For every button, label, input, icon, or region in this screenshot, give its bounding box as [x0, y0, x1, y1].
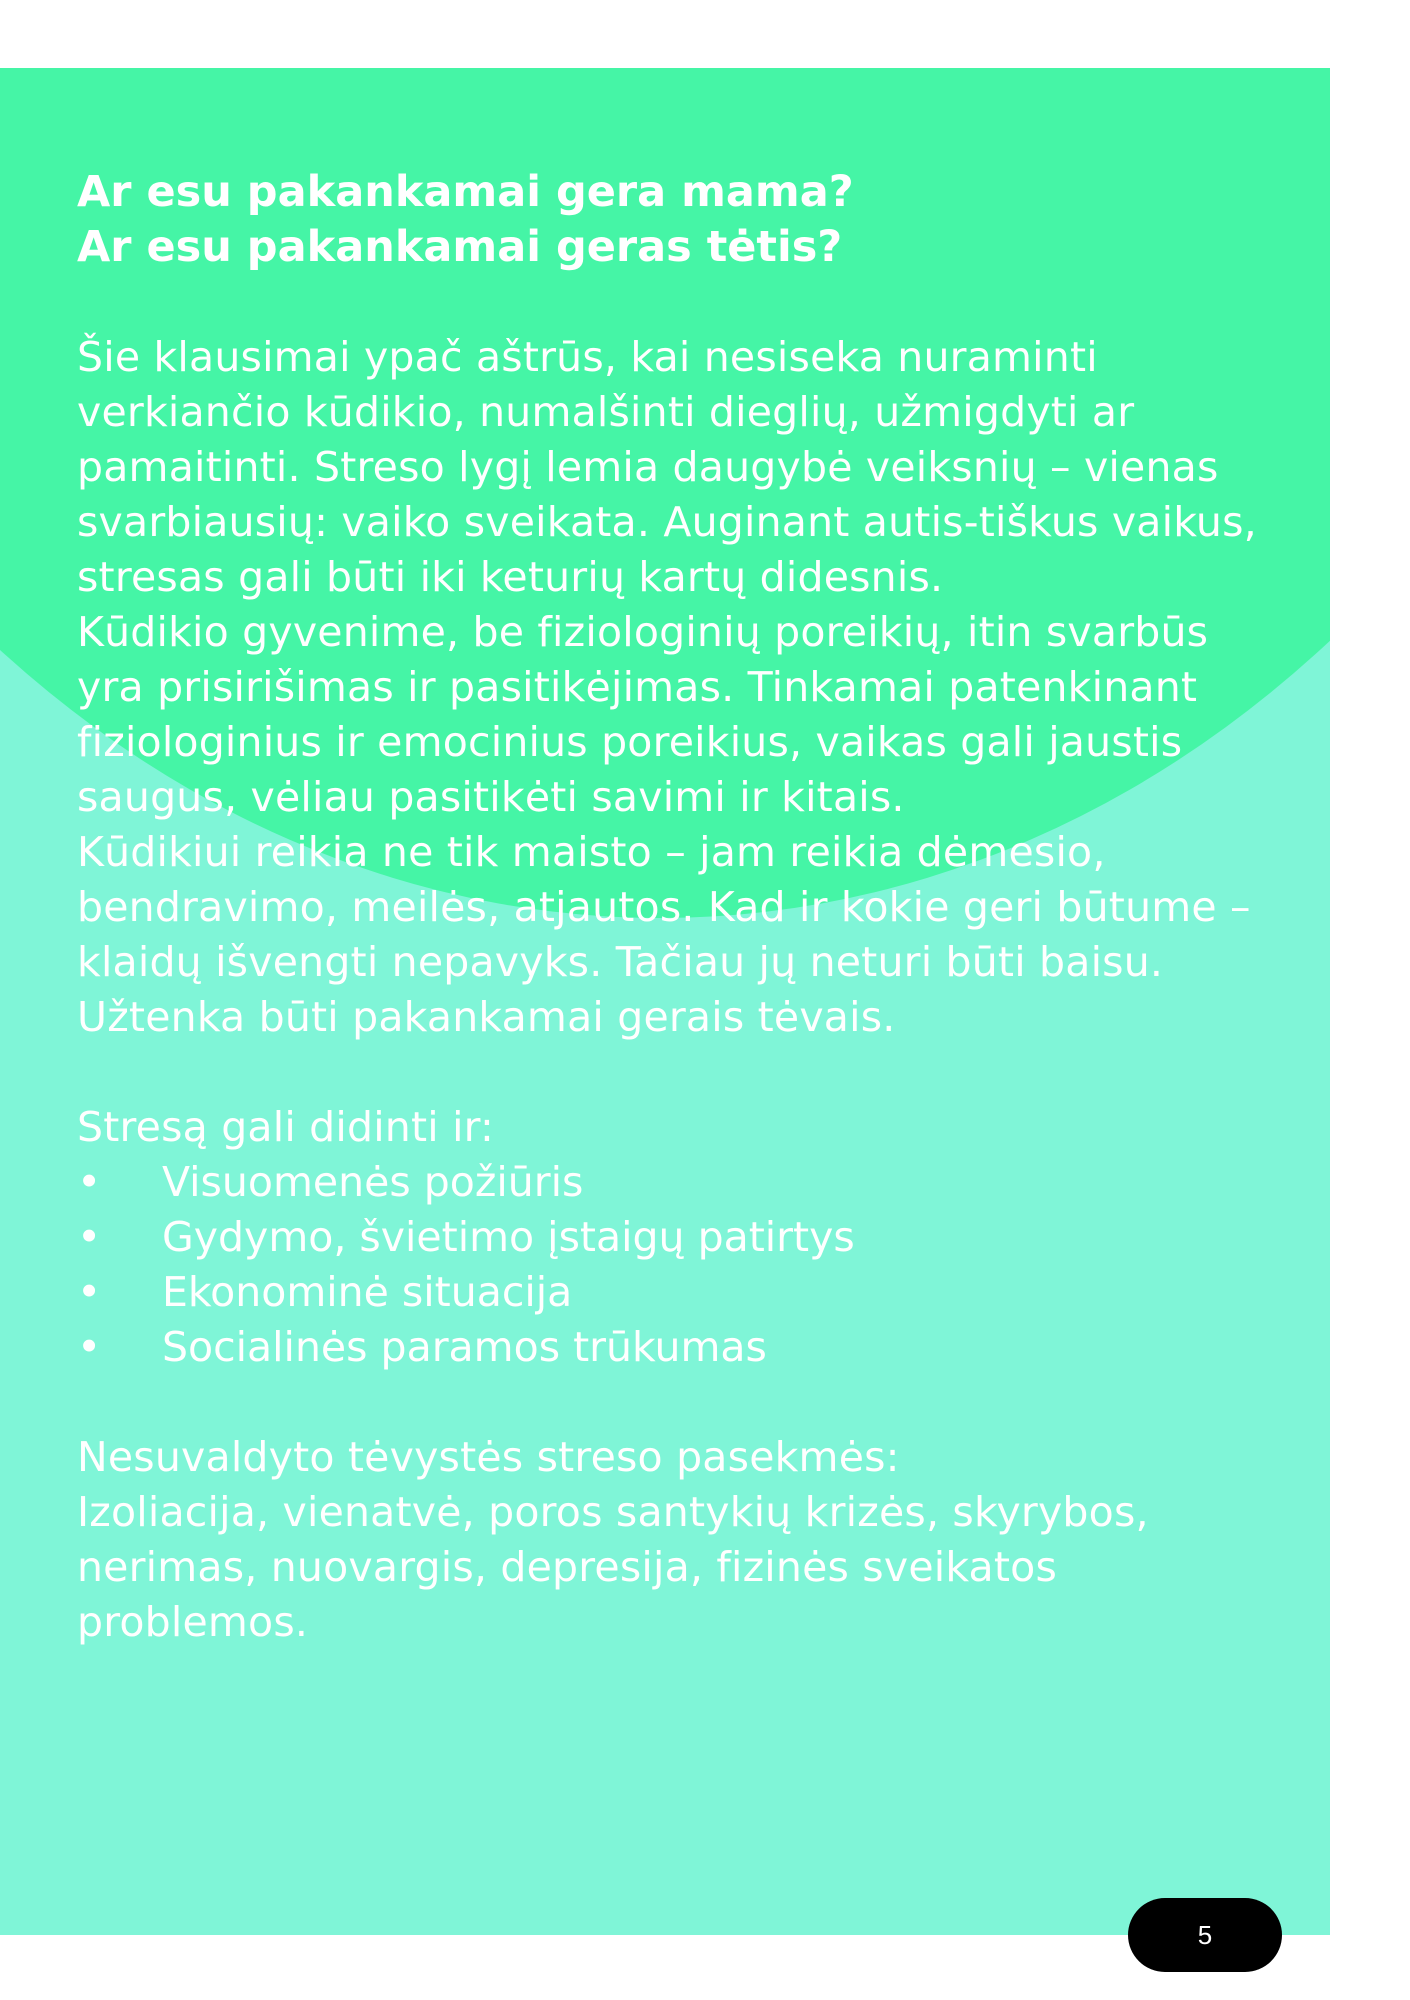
list-item-text: Gydymo, švietimo įstaigų patirtys [162, 1213, 855, 1261]
list-item-text: Socialinės paramos trūkumas [162, 1323, 767, 1371]
bullet-icon: • [77, 1323, 102, 1371]
page-title [77, 165, 1277, 275]
title-line-1: Ar esu pakankamai gera mama? [77, 167, 854, 217]
list-item [77, 1320, 1277, 1375]
list-item [77, 1210, 1277, 1265]
list-item-text: Visuomenės požiūris [162, 1158, 584, 1206]
paragraph-needs: Kūdikiui reikia ne tik maisto – jam reikia dėmesio, bendravimo, meilės, atjautos. Kad ir kokie geri būtume – klaidų išvengti nepavyks. Tačiau jų neturi būti baisu. Užtenka būti pakankamai gerais tėvais. [77, 828, 1251, 1041]
bullet-icon: • [77, 1213, 102, 1261]
bullet-icon: • [77, 1158, 102, 1206]
page-content [77, 165, 1277, 1650]
spacer [77, 275, 1277, 330]
content-panel [0, 68, 1330, 1935]
stress-intro: Stresą gali didinti ir: [77, 1103, 495, 1151]
title-line-2: Ar esu pakankamai geras tėtis? [77, 222, 843, 272]
bullet-icon: • [77, 1268, 102, 1316]
list-item-text: Ekonominė situacija [162, 1268, 573, 1316]
spacer [77, 1045, 1277, 1100]
page-number: 5 [1197, 1919, 1213, 1950]
paragraph-attachment: Kūdikio gyvenime, be fiziologinių poreikių, itin svarbūs yra prisirišimas ir pasitikėjimas. Tinkamai patenkinant fiziologinius ir emocinius poreikius, vaikas gali jaustis saugus, vėliau pasitikėti savimi ir kitais. [77, 608, 1209, 821]
list-item [77, 1155, 1277, 1210]
spacer [77, 1375, 1277, 1430]
consequences-title: Nesuvaldyto tėvystės streso pasekmės: [77, 1433, 900, 1481]
list-item [77, 1265, 1277, 1320]
stress-factor-list [77, 1155, 1277, 1375]
page-number-badge [1128, 1898, 1282, 1972]
consequences-text: Izoliacija, vienatvė, poros santykių krizės, skyrybos, nerimas, nuovargis, depresija, fizinės sveikatos problemos. [77, 1488, 1149, 1646]
paragraph-intro: Šie klausimai ypač aštrūs, kai nesiseka nuraminti verkiančio kūdikio, numalšinti dieglių, užmigdyti ar pamaitinti. Streso lygį lemia daugybė veiksnių – vienas svarbiausių: vaiko sveikata. Auginant autis-tiškus vaikus, stresas gali būti iki keturių kartų didesnis. [77, 333, 1257, 601]
